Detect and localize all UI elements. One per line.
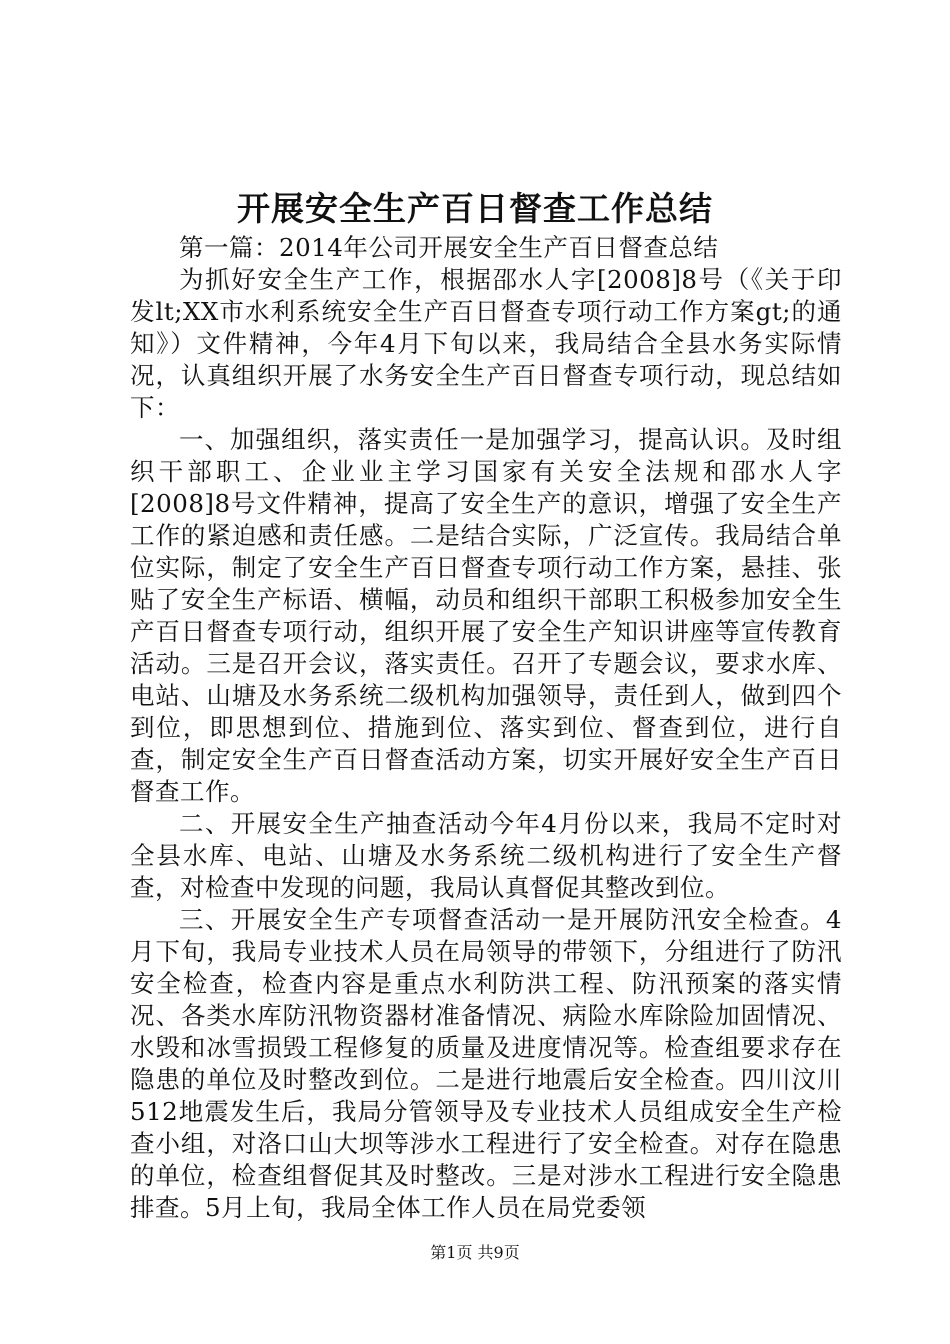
body-paragraph: 二、开展安全生产抽查活动今年4月份以来，我局不定时对全县水库、电站、山塘及水务系统二级机构进行了安全生产督查，对检查中发现的问题，我局认真督促其整改到位。: [130, 809, 842, 902]
section-heading: 第一篇：2014年公司开展安全生产百日督查总结: [179, 233, 719, 262]
body-paragraph: 一、加强组织，落实责任一是加强学习，提高认识。及时组织干部职工、企业业主学习国家有关安全法规和邵水人字[2008]8号文件精神，提高了安全生产的意识，增强了安全生产工作的紧迫感和责任感。二是结合实际，广泛宣传。我局结合单位实际，制定了安全生产百日督查专项行动工作方案，悬挂、张贴了安全生产标语、横幅，动员和组织干部职工积极参加安全生产百日督查专项行动，组织开展了安全生产知识讲座等宣传教育活动。三是召开会议，落实责任。召开了专题会议，要求水库、电站、山塘及水务系统二级机构加强领导，责任到人，做到四个到位，即思想到位、措施到位、落实到位、督查到位，进行自查，制定安全生产百日督查活动方案，切实开展好安全生产百日督查工作。: [130, 425, 842, 806]
document-title: 开展安全生产百日督查工作总结: [237, 189, 713, 228]
body-paragraph: 三、开展安全生产专项督查活动一是开展防汛安全检查。4月下旬，我局专业技术人员在局领导的带领下，分组进行了防汛安全检查，检查内容是重点水利防洪工程、防汛预案的落实情况、各类水库防汛物资器材准备情况、病险水库除险加固情况、水毁和冰雪损毁工程修复的质量及进度情况等。检查组要求存在隐患的单位及时整改到位。二是进行地震后安全检查。四川汶川512地震发生后，我局分管领导及专业技术人员组成安全生产检查小组，对洛口山大坝等涉水工程进行了安全检查。对存在隐患的单位，检查组督促其及时整改。三是对涉水工程进行安全隐患排查。5月上旬，我局全体工作人员在局党委领: [130, 905, 842, 1222]
page-number-footer: 第1页 共9页: [430, 1243, 520, 1262]
document-body: [130, 232, 842, 1224]
body-paragraph: 为抓好安全生产工作，根据邵水人字[2008]8号（《关于印发lt;XX市水利系统安全生产百日督查专项行动工作方案gt;的通知》）文件精神，今年4月下旬以来，我局结合全县水务实际情况，认真组织开展了水务安全生产百日督查专项行动，现总结如下：: [130, 265, 842, 422]
